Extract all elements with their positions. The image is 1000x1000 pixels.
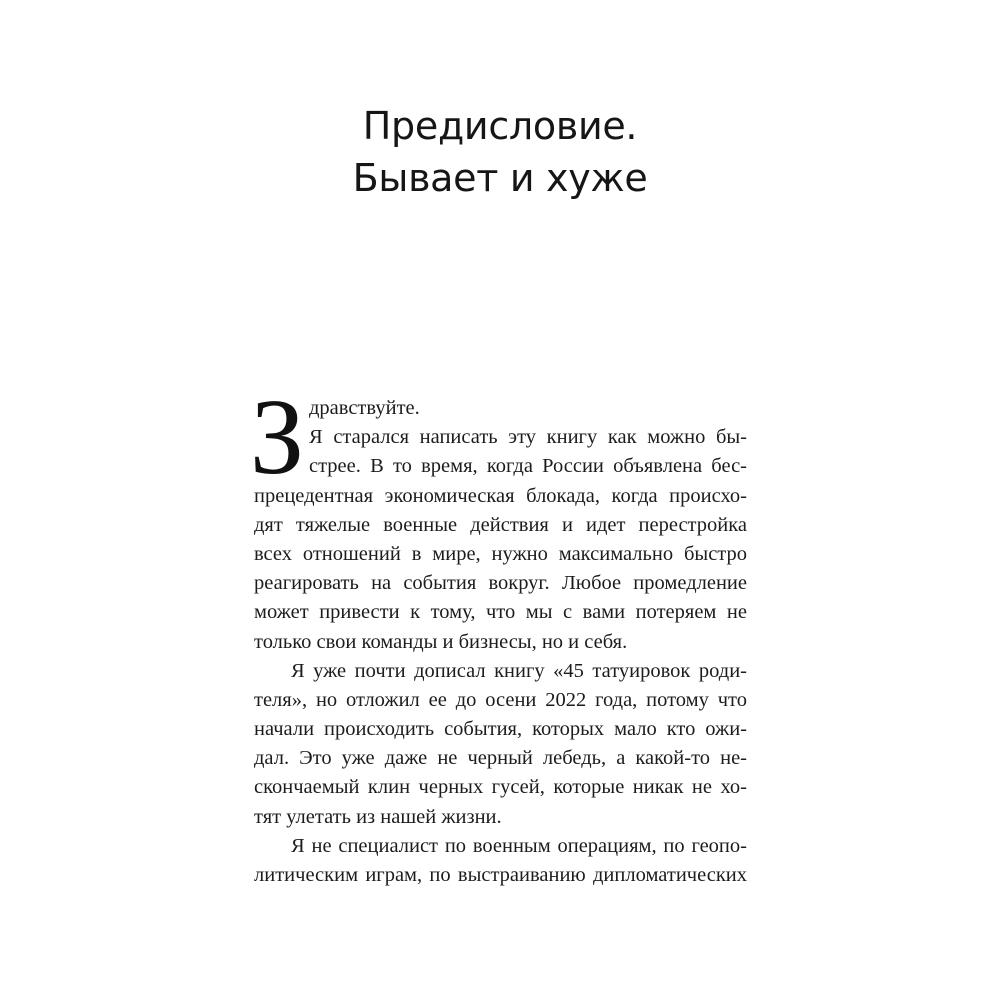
- body-text: [250, 378, 747, 890]
- text-line: начали происходить события, которых мало кто ожи-: [254, 718, 747, 741]
- text-line: Я уже почти дописал книгу «45 татуировок роди-: [291, 659, 747, 682]
- text-line: прецедентная экономическая блокада, когда происхо-: [254, 484, 747, 507]
- paragraph-3: [254, 832, 747, 890]
- text-line: может привести к тому, что мы с вами потеряем не: [254, 601, 747, 624]
- chapter-title: [0, 100, 1000, 204]
- paragraph-2: [254, 657, 747, 832]
- text-line: всех отношений в мире, нужно максимально быстро: [254, 542, 747, 565]
- drop-cap: З: [250, 378, 305, 497]
- text-line: Я старался написать эту книгу как можно бы-: [309, 426, 747, 449]
- text-line: литическим играм, по выстраиванию дипломатических: [254, 864, 747, 886]
- text-line: теля», но отложил ее до осени 2022 года, потому что: [254, 688, 747, 711]
- text-line: дят тяжелые военные действия и идет перестройка: [254, 513, 747, 536]
- paragraph-1: [254, 394, 747, 657]
- chapter-title-line-1: Предисловие.: [362, 104, 638, 148]
- text-line: Я не специалист по военным операциям, по геопо-: [291, 834, 747, 857]
- text-line: дал. Это уже даже не черный лебедь, а какой-то не-: [254, 747, 747, 770]
- text-line: дравствуйте.: [309, 397, 420, 419]
- text-line: только свои команды и бизнесы, но и себя.: [254, 630, 628, 653]
- text-line: тят улетать из нашей жизни.: [254, 805, 502, 828]
- chapter-title-line-2: Бывает и хуже: [352, 156, 648, 200]
- text-line: скончаемый клин черных гусей, которые никак не хо-: [254, 776, 747, 799]
- text-line: реагировать на события вокруг. Любое промедление: [254, 572, 747, 595]
- text-line: стрее. В то время, когда России объявлена бес-: [309, 455, 747, 478]
